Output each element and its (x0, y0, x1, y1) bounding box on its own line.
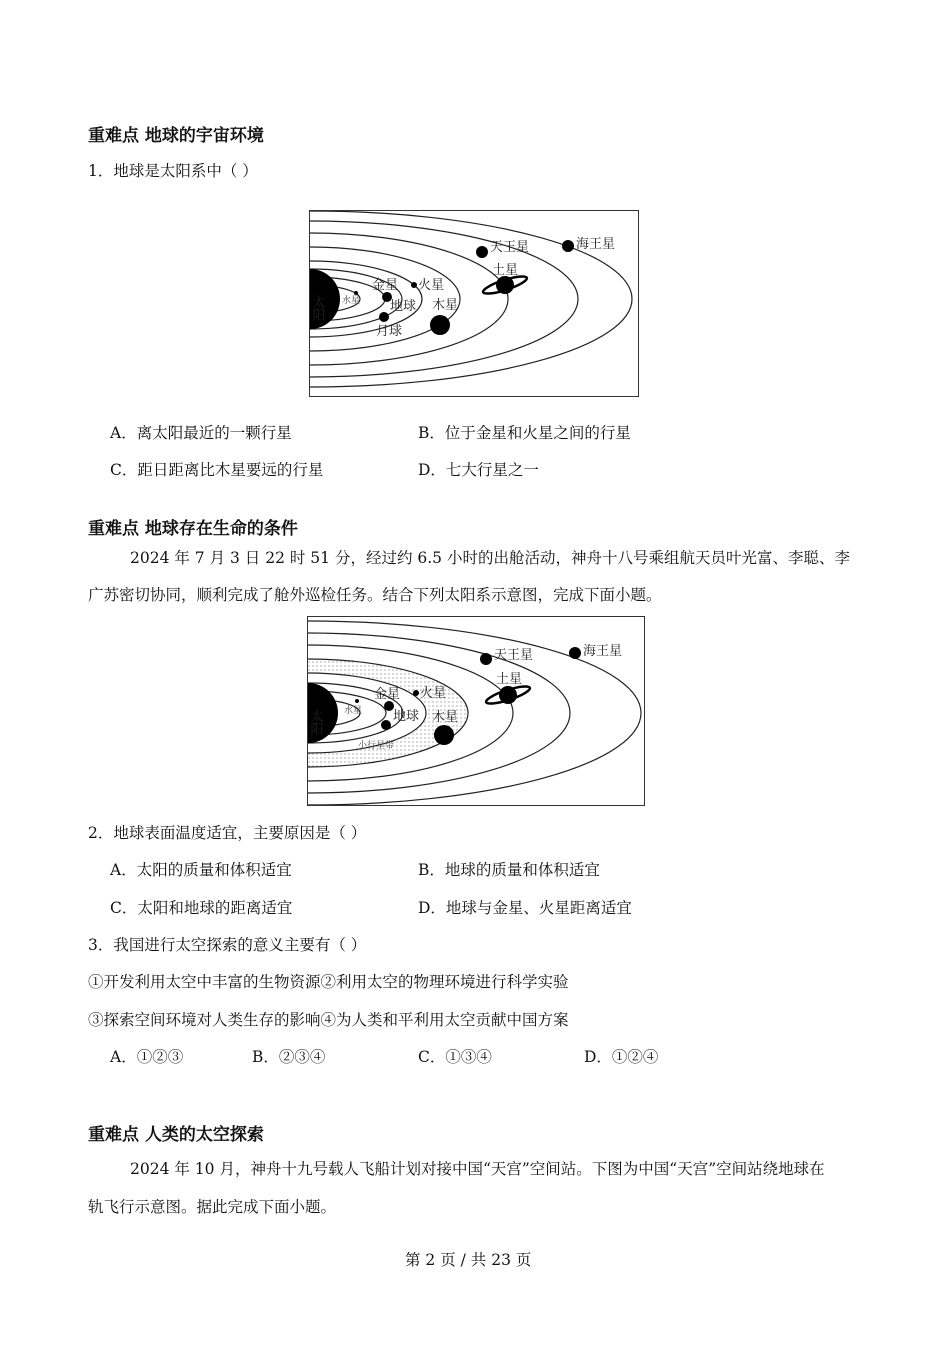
option-d[interactable]: D．地球与金星、火星距离适宜 (418, 899, 632, 917)
svg-text:地球: 地球 (393, 709, 420, 724)
page-number: 第 2 页 / 共 23 页 (405, 1251, 532, 1269)
svg-text:海王星: 海王星 (576, 237, 616, 252)
section-heading: 重难点 地球存在生命的条件 (88, 519, 298, 539)
svg-text:木星: 木星 (432, 710, 459, 725)
svg-text:太阳: 太阳 (308, 709, 323, 735)
option-c[interactable]: C．距日距离比木星要远的行星 (110, 461, 324, 479)
solar-system-diagram-2 (307, 616, 645, 806)
option-b[interactable]: B．位于金星和火星之间的行星 (418, 424, 631, 442)
option-c[interactable]: C．①③④ (418, 1048, 492, 1066)
option-b[interactable]: B．地球的质量和体积适宜 (418, 861, 600, 879)
svg-text:火星: 火星 (420, 686, 447, 701)
svg-text:海王星: 海王星 (583, 644, 623, 659)
intro-text: 广苏密切协同，顺利完成了舱外巡检任务。结合下列太阳系示意图，完成下面小题。 (88, 586, 662, 604)
question-stem: 2．地球表面温度适宜，主要原因是（ ） (88, 824, 367, 842)
svg-text:天王星: 天王星 (494, 648, 534, 663)
option-a[interactable]: A．太阳的质量和体积适宜 (110, 861, 292, 879)
svg-text:金星: 金星 (372, 278, 399, 293)
intro-text: 2024 年 7 月 3 日 22 时 51 分，经过约 6.5 小时的出舱活动，神舟十八号乘组航天员叶光富、李聪、李 (130, 549, 850, 567)
option-a[interactable]: A．离太阳最近的一颗行星 (110, 424, 292, 442)
svg-text:木星: 木星 (432, 298, 459, 313)
option-d[interactable]: D．七大行星之一 (418, 461, 539, 479)
svg-text:天王星: 天王星 (490, 240, 530, 255)
question-stem: 1．地球是太阳系中（ ） (88, 162, 258, 180)
svg-text:地球: 地球 (390, 299, 417, 314)
statement-list: ③探索空间环境对人类生存的影响④为人类和平利用太空贡献中国方案 (88, 1011, 569, 1029)
svg-text:火星: 火星 (418, 278, 445, 293)
svg-text:土星: 土星 (492, 263, 519, 278)
svg-text:土星: 土星 (496, 672, 523, 687)
statement-list: ①开发利用太空中丰富的生物资源②利用太空的物理环境进行科学实验 (88, 973, 569, 991)
svg-text:月球: 月球 (376, 324, 403, 339)
svg-text:小行星带: 小行星带 (358, 741, 395, 751)
section-heading: 重难点 人类的太空探索 (88, 1125, 264, 1145)
option-c[interactable]: C．太阳和地球的距离适宜 (110, 899, 293, 917)
section-heading: 重难点 地球的宇宙环境 (88, 126, 264, 146)
svg-text:水星: 水星 (342, 296, 361, 306)
svg-text:水星: 水星 (344, 706, 363, 716)
option-a[interactable]: A．①②③ (110, 1048, 184, 1066)
option-b[interactable]: B．②③④ (252, 1048, 326, 1066)
svg-text:太阳: 太阳 (310, 295, 325, 321)
solar-system-diagram-1 (309, 210, 639, 397)
intro-text: 2024 年 10 月，神舟十九号载人飞船计划对接中国“天宫”空间站。下图为中国“天宫”空间站绕地球在 (130, 1160, 825, 1178)
intro-text: 轨飞行示意图。据此完成下面小题。 (88, 1198, 337, 1216)
option-d[interactable]: D．①②④ (584, 1048, 659, 1066)
question-stem: 3．我国进行太空探索的意义主要有（ ） (88, 936, 367, 954)
svg-text:金星: 金星 (374, 687, 401, 702)
